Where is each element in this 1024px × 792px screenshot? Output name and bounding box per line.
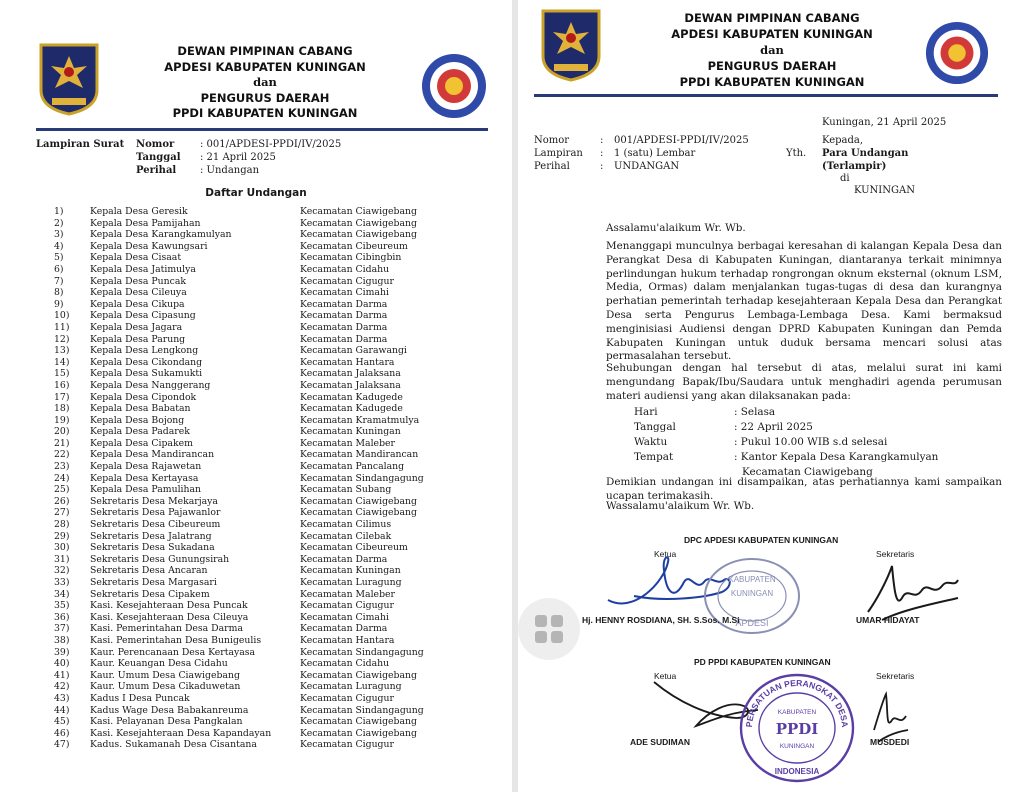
invitee-number: 17) [54,391,70,403]
invitee-row [54,519,424,531]
invitee-number: 27) [54,507,70,519]
meta-value: : Undangan [200,165,260,176]
stamp-text: KUNINGAN [779,743,815,750]
invitee-number: 12) [54,333,70,345]
invitee-row [54,357,424,369]
invitee-number: 29) [54,530,70,542]
invitee-row [54,449,424,461]
invitee-name: Kaur. Umum Desa Ciawigebang [90,669,240,681]
invitee-name: Kaur. Keuangan Desa Cidahu [90,658,228,670]
letterhead-line: dan [253,75,277,90]
stamp-text: PPDI [775,720,819,738]
ketua-label: Ketua [654,671,677,681]
invitee-kecamatan: Kecamatan Kuningan [300,426,401,438]
stamp-text: KABUPATEN [777,709,817,716]
detail-value: Kecamatan Ciawigebang [742,466,873,478]
invitee-row [54,507,424,519]
invitee-row [54,229,424,241]
invitee-row [54,206,424,218]
invitee-name: Sekretaris Desa Pajawanlor [90,507,221,519]
invitee-kecamatan: Kecamatan Darma [300,298,388,310]
ppdi-logo-icon [924,20,990,86]
letterhead-line: APDESI KABUPATEN KUNINGAN [671,27,873,42]
di-label: di [840,173,850,184]
detail-value: : 22 April 2025 [734,421,813,433]
invitee-row [54,635,424,647]
invitee-kecamatan: Kecamatan Sindangagung [300,704,424,716]
invitee-name: Sekretaris Desa Cibeureum [90,519,221,531]
invitee-number: 8) [54,287,64,299]
invitee-number: 18) [54,403,70,415]
meta-label: Nomor [534,135,570,146]
invitee-row [54,531,424,543]
invitee-kecamatan: Kecamatan Ciawigebang [300,727,417,739]
invitee-name: Kepala Desa Kertayasa [90,472,199,484]
detail-label: Tanggal [634,421,676,433]
invitee-name: Kepala Desa Cisaat [90,252,182,264]
invitee-name: Kasi. Kesejahteraan Desa Cileuya [90,611,249,623]
invitee-number: 13) [54,345,70,357]
invitee-row [54,716,424,728]
invitee-name: Kepala Desa Puncak [90,275,187,287]
invitee-row [54,264,424,276]
invitee-number: 32) [54,565,70,577]
invitee-number: 31) [54,553,70,565]
invitee-name: Kepala Desa Padarek [90,426,190,438]
stamp-text: KABUPATEN [728,575,776,584]
recipient-place: KUNINGAN [854,185,915,196]
invitee-kecamatan: Kecamatan Kadugede [300,391,403,403]
invitee-name: Kasi. Pemerintahan Desa Darma [90,623,243,635]
invitee-row [54,345,424,357]
invitee-kecamatan: Kecamatan Pancalang [300,461,405,473]
stamp-text: PERSATUAN PERANGKAT DESA [743,677,851,728]
invitee-number: 14) [54,356,70,368]
invitee-kecamatan: Kecamatan Cidahu [300,658,390,670]
invitee-kecamatan: Kecamatan Cigugur [300,692,394,704]
invitee-row [54,473,424,485]
invitee-row [54,670,424,682]
invitee-number: 28) [54,519,70,531]
invitee-number: 19) [54,414,70,426]
sekretaris-label: Sekretaris [876,671,915,681]
invitee-number: 24) [54,472,70,484]
invitee-kecamatan: Kecamatan Ciawigebang [300,229,417,241]
invitee-number: 16) [54,379,70,391]
invitee-kecamatan: Kecamatan Sindangagung [300,646,424,658]
invitee-row [54,299,424,311]
attachment-meta [36,138,345,177]
sekretaris-name: MUSDEDI [870,737,910,747]
recipient-line: (Terlampir) [822,161,887,172]
invitee-number: 30) [54,542,70,554]
invitee-kecamatan: Kecamatan Jalaksana [300,379,401,391]
invitee-number: 46) [54,727,70,739]
invitee-name: Kepala Desa Pamulihan [90,484,202,496]
invitee-kecamatan: Kecamatan Kuningan [300,565,401,577]
invitee-name: Sekretaris Desa Margasari [90,577,217,588]
apdesi-logo-icon [38,42,100,116]
invitee-number: 44) [54,704,70,716]
ketua-label: Ketua [654,549,677,559]
detail-value: : Kantor Kepala Desa Karangkamulyan [734,451,939,463]
grid-icon [535,615,563,643]
invitee-row [54,287,424,299]
detail-value: : Selasa [734,406,776,418]
detail-label: Tempat [634,451,674,463]
invitee-row [54,484,424,496]
invitee-name: Kepala Desa Karangkamulyan [90,229,232,241]
invitee-row [54,647,424,659]
invitee-number: 1) [54,206,64,217]
invitee-name: Sekretaris Desa Jalatrang [90,530,212,542]
invitee-name: Kepala Desa Pamijahan [90,217,201,229]
invitee-row [54,681,424,693]
recipient-line: Para Undangan [822,148,909,159]
invitee-kecamatan: Kecamatan Kramatmulya [300,414,420,426]
invitee-kecamatan: Kecamatan Ciawigebang [300,669,417,681]
invitee-row [54,705,424,717]
invitee-name: Sekretaris Desa Ancaran [90,565,208,577]
meta-label: Nomor [136,139,175,150]
letterhead-line: PENGURUS DAERAH [200,90,330,105]
body-paragraph: Demikian undangan ini disampaikan, atas perhatiannya kami sampaikan ucapan terimakasih. [606,476,1002,502]
stamp-text: INDONESIA [774,767,820,776]
invitee-name: Kepala Desa Geresik [90,206,188,217]
invitee-number: 47) [54,739,70,751]
invitee-kecamatan: Kecamatan Darma [300,310,388,322]
invitee-number: 22) [54,449,70,461]
invitee-name: Kepala Desa Nanggerang [90,379,211,391]
invitee-kecamatan: Kecamatan Jalaksana [300,368,401,380]
invitee-number: 34) [54,588,70,600]
sekretaris-name: UMAR HIDAYAT [856,615,920,625]
letterhead [636,10,908,90]
invitee-number: 38) [54,634,70,646]
invitee-kecamatan: Kecamatan Cibeureum [300,240,408,252]
invitee-name: Kasi. Pelayanan Desa Pangkalan [90,716,243,728]
ppdi-stamp [738,672,856,784]
detail-value: : Pukul 10.00 WIB s.d selesai [734,436,888,448]
invitee-number: 6) [54,263,64,275]
invitee-row [54,612,424,624]
invitee-kecamatan: Kecamatan Ciawigebang [300,206,417,217]
meta-label: Tanggal [136,152,181,163]
invitee-kecamatan: Kecamatan Cilimus [300,519,392,531]
invitee-kecamatan: Kecamatan Cimahi [300,611,389,623]
invitee-number: 39) [54,646,70,658]
invitee-kecamatan: Kecamatan Ciawigebang [300,507,417,519]
sig-org-title: PD PPDI KABUPATEN KUNINGAN [694,657,831,667]
invitee-row [54,589,424,601]
invitee-row [54,310,424,322]
invitee-kecamatan: Kecamatan Maleber [300,437,395,449]
invitee-number: 15) [54,368,70,380]
invitee-row [54,565,424,577]
kepada-line: Kepada, [822,135,864,146]
meta-value: : 001/APDESI-PPDI/IV/2025 [200,139,342,150]
invitee-number: 40) [54,658,70,670]
invitee-row [54,739,424,751]
letterhead-line: PPDI KABUPATEN KUNINGAN [172,106,358,121]
yth-label: Yth. [786,148,807,159]
meta-label: Perihal [136,165,177,176]
invitee-name: Kepala Desa Mandirancan [90,449,215,461]
invitee-row [54,403,424,415]
invitee-row [54,658,424,670]
invitee-row [54,241,424,253]
invitee-number: 37) [54,623,70,635]
sig-org-title: DPC APDESI KABUPATEN KUNINGAN [684,535,839,545]
invitation-letter-page [518,0,1024,792]
invitee-name: Kasi. Kesejahteraan Desa Puncak [90,600,248,612]
invitee-list [54,206,424,751]
invitee-name: Kasi. Pemerintahan Desa Bunigeulis [90,634,262,646]
invitee-number: 5) [54,252,64,264]
invitee-number: 36) [54,611,70,623]
invitee-kecamatan: Kecamatan Cimahi [300,287,389,299]
invitee-name: Kadus. Sukamanah Desa Cisantana [90,739,257,751]
invitee-name: Kepala Desa Cileuya [90,287,187,299]
ketua-name: Hj. HENNY ROSDIANA, SH. S.Sos. M.Si [582,615,740,625]
letterhead-line: DEWAN PIMPINAN CABANG [177,44,353,58]
invitee-number: 21) [54,437,70,449]
closing: Wassalamu'alaikum Wr. Wb. [606,500,755,512]
invitee-row [54,577,424,589]
body-paragraph: Menanggapi munculnya berbagai keresahan di kalangan Kepala Desa dan Perangkat Desa di Kabupaten Kuningan, diantaranya terkait minimnya perlindungan hukum terhadap rongrongan oknum eksternal (oknum LSM, Media, Ormas) dalam menjalankan tugas-tugas di desa dan kurangnya perhatian pemerintah terhadap kesejahteraan Kepala Desa dan Perangkat Desa serta Pengurus Lembaga-Lembaga Desa. Kami bermaksud menginisiasi Audiensi dengan DPRD Kabupaten Kuningan dan Pemda Kabupaten Kuningan untuk duduk bersama mencari solusi atas permasalahan tersebut. [606,240,1002,363]
invitee-number: 35) [54,600,70,612]
invitee-name: Kepala Desa Cikondang [90,356,203,368]
invitee-kecamatan: Kecamatan Kadugede [300,403,403,415]
invitee-kecamatan: Kecamatan Darma [300,623,388,635]
invitee-row [54,693,424,705]
invitee-kecamatan: Kecamatan Darma [300,333,388,345]
invitee-row [54,542,424,554]
invitee-number: 9) [54,298,64,310]
invitee-row [54,728,424,740]
invitee-name: Kadus I Desa Puncak [90,692,190,704]
invitee-number: 4) [54,240,64,252]
invitee-number: 42) [54,681,70,693]
invitee-kecamatan: Kecamatan Ciawigebang [300,495,417,507]
invitee-row [54,334,424,346]
invitee-row [54,623,424,635]
invitee-kecamatan: Kecamatan Cibeureum [300,542,408,554]
invitee-number: 45) [54,716,70,728]
invitee-kecamatan: Kecamatan Hantara [300,356,395,368]
invitee-row [54,438,424,450]
invitee-row [54,461,424,473]
letterhead-rule [534,94,998,97]
invitee-number: 7) [54,275,64,287]
invitee-name: Kepala Desa Babatan [90,403,191,415]
invitee-name: Sekretaris Desa Cipakem [90,588,210,600]
invitee-kecamatan: Kecamatan Garawangi [300,345,407,357]
invitee-name: Kepala Desa Cipondok [90,391,197,403]
invitee-number: 11) [54,321,70,333]
invitee-row [54,415,424,427]
invitee-name: Kepala Desa Rajawetan [90,461,202,473]
meta-label: Lampiran [534,148,583,159]
place-date: Kuningan, 21 April 2025 [822,117,947,128]
invitee-row [54,554,424,566]
invitee-kecamatan: Kecamatan Hantara [300,634,395,646]
invitee-name: Kepala Desa Cikupa [90,298,185,310]
meta-value: 1 (satu) Lembar [614,148,696,159]
invitee-name: Kepala Desa Jagara [90,321,183,333]
invitee-name: Kepala Desa Kawungsari [90,240,208,252]
meta-value: UNDANGAN [614,161,680,172]
stamp-text: KUNINGAN [730,589,774,598]
invitee-number: 10) [54,310,70,322]
invitee-number: 43) [54,692,70,704]
invitee-name: Kaur. Perencanaan Desa Kertayasa [90,646,256,658]
invitee-list-title: Daftar Undangan [205,187,307,199]
invitee-row [54,392,424,404]
invitee-name: Kaur. Umum Desa Cikaduwetan [90,681,241,693]
invitee-kecamatan: Kecamatan Cilebak [300,530,392,542]
meta-value: : 21 April 2025 [200,152,276,163]
letter-meta: Nomor : 001/APDESI-PPDI/IV/2025 Lampiran : 1 (satu) Lembar Perihal : UNDANGAN [534,134,753,173]
invitee-name: Kepala Desa Sukamukti [90,368,203,380]
invitee-name: Kepala Desa Jatimulya [90,263,196,275]
invitee-name: Kepala Desa Bojong [90,414,185,426]
apdesi-logo-icon [540,8,602,82]
stamp-text: APDESI [735,618,769,628]
detail-label: Waktu [634,436,668,448]
invitee-row [54,426,424,438]
invitee-kecamatan: Kecamatan Darma [300,321,388,333]
meta-value: 001/APDESI-PPDI/IV/2025 [614,135,749,146]
invitee-kecamatan: Kecamatan Ciawigebang [300,716,417,728]
event-details [632,404,946,481]
invitee-number: 41) [54,669,70,681]
invitee-kecamatan: Kecamatan Subang [300,484,392,496]
invitee-number: 33) [54,577,70,588]
body-paragraph: Sehubungan dengan hal tersebut di atas, melalui surat ini kami mengundang Bapak/Ibu/Saudara untuk menghadiri agenda perumusan materi audiensi yang akan dilaksanakan pada: [606,362,1002,402]
lampiran-label: Lampiran Surat [36,139,125,150]
sekretaris-label: Sekretaris [876,549,915,559]
invitee-number: 25) [54,484,70,496]
invitee-row [54,496,424,508]
invitee-row [54,322,424,334]
invitee-name: Kasi. Kesejahteraan Desa Kapandayan [90,727,272,739]
invitee-row [54,368,424,380]
invitee-number: 26) [54,495,70,507]
invitee-name: Kepala Desa Parung [90,333,186,345]
invitee-kecamatan: Kecamatan Luragung [300,681,402,693]
apps-grid-button[interactable] [518,598,580,660]
greeting: Assalamu'alaikum Wr. Wb. [606,222,746,234]
invitee-name: Kadus Wage Desa Babakanreuma [90,704,249,716]
letterhead-line: dan [760,43,784,58]
invitee-row [54,252,424,264]
invitee-name: Sekretaris Desa Gunungsirah [90,553,230,565]
invitee-kecamatan: Kecamatan Cibingbin [300,252,402,264]
meta-label: Perihal [534,161,570,172]
invitee-kecamatan: Kecamatan Sindangagung [300,472,424,484]
invitee-name: Sekretaris Desa Mekarjaya [90,495,218,507]
invitee-kecamatan: Kecamatan Mandirancan [300,449,419,461]
invitee-kecamatan: Kecamatan Cigugur [300,739,394,751]
ppdi-logo-icon [420,52,488,120]
letterhead-line: APDESI KABUPATEN KUNINGAN [164,59,366,74]
letterhead-line: DEWAN PIMPINAN CABANG [684,11,860,25]
letterhead-rule [36,128,488,131]
letterhead-line: PENGURUS DAERAH [707,59,837,74]
invitee-number: 23) [54,461,70,473]
letterhead-line: PPDI KABUPATEN KUNINGAN [679,75,865,90]
invitee-kecamatan: Kecamatan Ciawigebang [300,217,417,229]
invitee-number: 3) [54,229,64,241]
invitee-kecamatan: Kecamatan Cigugur [300,275,394,287]
invitee-row [54,218,424,230]
invitee-name: Kepala Desa Lengkong [90,345,199,357]
invitee-name: Sekretaris Desa Sukadana [90,542,215,554]
invitee-kecamatan: Kecamatan Maleber [300,588,395,600]
invitee-kecamatan: Kecamatan Luragung [300,577,402,588]
invitee-row [54,380,424,392]
invitee-name: Kepala Desa Cipasung [90,310,196,322]
detail-label: Hari [634,406,658,418]
invitee-kecamatan: Kecamatan Cigugur [300,600,394,612]
invitee-kecamatan: Kecamatan Darma [300,553,388,565]
invitee-number: 2) [54,217,64,229]
invitee-kecamatan: Kecamatan Cidahu [300,263,390,275]
invitee-row [54,276,424,288]
invitee-name: Kepala Desa Cipakem [90,437,193,449]
invitee-number: 20) [54,426,70,438]
letterhead [130,44,400,122]
ketua-name: ADE SUDIMAN [630,737,690,747]
invitee-row [54,600,424,612]
